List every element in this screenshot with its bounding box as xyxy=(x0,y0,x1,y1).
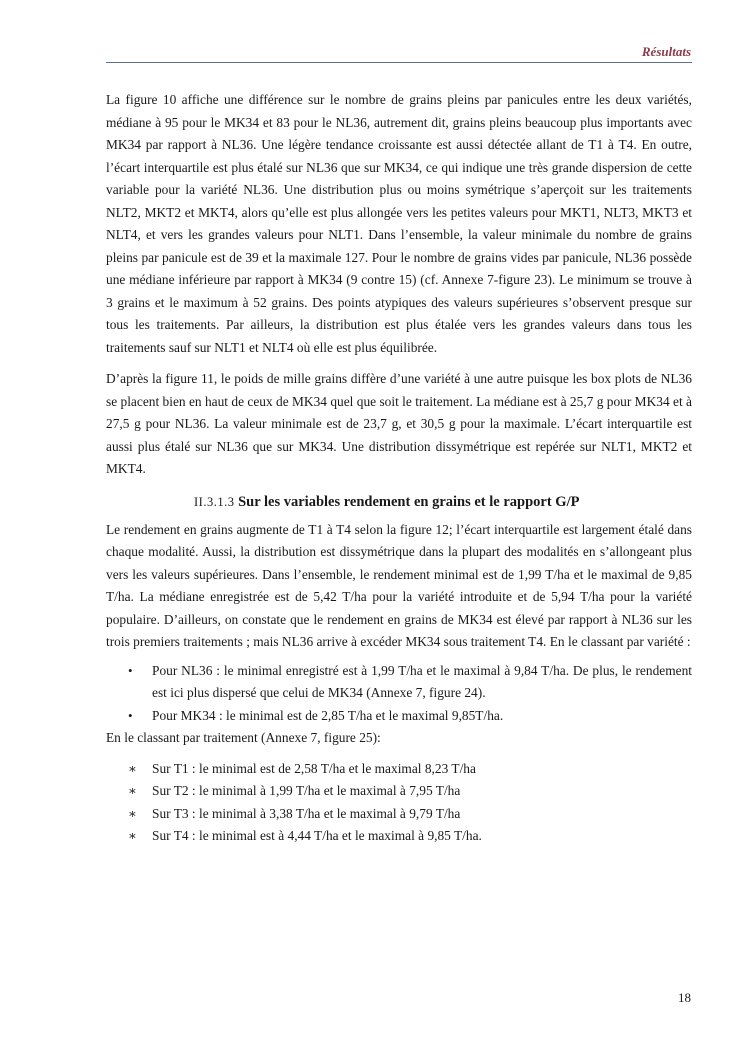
paragraph-figure-11: D’après la figure 11, le poids de mille grains diffère d’une variété à une autre puisque les box plots de NL36 se placent bien en haut de ceux de MK34 quel que soit le traitement. La médiane est à 25,7 g pour MK34 et à 27,5 g pour NL36. La valeur minimale est de 23,7 g, et 30,5 g pour la maximale. L’écart interquartile est aussi plus étalé sur NL36 que sur MK34. Une distribution dissymétrique est repérée sur NLT1, MKT2 et MKT4. xyxy=(106,371,692,476)
running-header-title: Résultats xyxy=(641,44,691,59)
section-title: Sur les variables rendement en grains et le rapport G/P xyxy=(238,493,580,510)
list-item xyxy=(106,758,692,781)
page-content xyxy=(106,89,692,848)
variety-bullet-list xyxy=(106,660,692,728)
list-item-text: Pour MK34 : le minimal est de 2,85 T/ha et le maximal 9,85T/ha. xyxy=(152,707,504,723)
header-rule xyxy=(106,62,692,63)
list-item xyxy=(106,660,692,705)
asterisk-icon: ∗ xyxy=(128,760,137,776)
list-item-text: Pour NL36 : le minimal enregistré est à 1,99 T/ha et le maximal à 9,84 T/ha. De plus, le rendement est ici plus dispersé que celui de MK34 (Annexe 7, figure 24). xyxy=(152,662,692,700)
list-item xyxy=(106,780,692,803)
section-heading xyxy=(106,490,692,514)
list-item xyxy=(106,705,692,728)
paragraph-figure-12: Le rendement en grains augmente de T1 à T4 selon la figure 12; l’écart interquartile est largement étalé dans chaque modalité. Aussi, la distribution est dissymétrique dans la plupart des modalités en s’allongeant plus vers les valeurs supérieures. Dans l’ensemble, le rendement minimal est de 1,99 T/ha et le maximal de 9,85 T/ha. La médiane enregistrée est de 5,42 T/ha pour la variété introduite et de 5,94 T/ha pour la variété populaire. D’ailleurs, on constate que le rendement en grains de MK34 est élevé par rapport à NL36 sur les trois premiers traitements ; mais NL36 arrive à excéder MK34 sous traitement T4. En le classant par variété : xyxy=(106,521,692,649)
list-item xyxy=(106,825,692,848)
bullet-icon: • xyxy=(128,707,133,723)
section-number: II.3.1.3 xyxy=(194,494,235,509)
treatment-intro: En le classant par traitement (Annexe 7, figure 25): xyxy=(106,730,381,745)
asterisk-icon: ∗ xyxy=(128,828,137,843)
list-item-text: Sur T2 : le minimal à 1,99 T/ha et le maximal à 7,95 T/ha xyxy=(152,783,461,798)
treatment-bullet-list xyxy=(106,758,692,848)
paragraph-figure-10: La figure 10 affiche une différence sur le nombre de grains pleins par panicules entre les deux variétés, médiane à 95 pour le MK34 et 83 pour le NL36, autrement dit, grains pleins beaucoup plus importants avec MK34 par rapport à NL36. Une légère tendance croissante est aussi détectée allant de T1 à T4. En outre, l’écart interquartile est plus étalé sur NL36 que sur MK34, ce qui indique une très grande dispersion de cette variable pour la variété NL36. Une distribution plus ou moins symétrique s’aperçoit sur les traitements NLT2, MKT2 et MKT4, alors qu’elle est plus allongée vers les petites valeurs pour MKT1, NLT3, MKT3 et NLT4, et vers les grandes valeurs pour NLT1. Dans l’ensemble, la valeur minimale du nombre de grains pleins par panicule est de 39 et la maximale 127. Pour le nombre de grains vides par panicule, NL36 possède une médiane inférieure par rapport à MK34 (9 contre 15) (cf. Annexe 7-figure 23). Le minimum se trouve à 3 grains et le maximum à 52 grains. Des points atypiques des valeurs supérieures s’observent presque sur tous les traitements. Par ailleurs, la distribution est plus étalée vers les grandes valeurs dans tous les traitements sauf sur NLT1 et NLT4 où elle est plus équilibrée. xyxy=(106,92,692,355)
list-item-text: Sur T3 : le minimal à 3,38 T/ha et le maximal à 9,79 T/ha xyxy=(152,805,461,821)
page-number: 18 xyxy=(678,990,691,1005)
list-item-text: Sur T1 : le minimal est de 2,58 T/ha et le maximal 8,23 T/ha xyxy=(152,760,476,776)
asterisk-icon: ∗ xyxy=(128,805,137,821)
asterisk-icon: ∗ xyxy=(128,783,137,798)
list-item-text: Sur T4 : le minimal est à 4,44 T/ha et le maximal à 9,85 T/ha. xyxy=(152,828,482,843)
list-item xyxy=(106,803,692,826)
bullet-icon: • xyxy=(128,662,133,678)
